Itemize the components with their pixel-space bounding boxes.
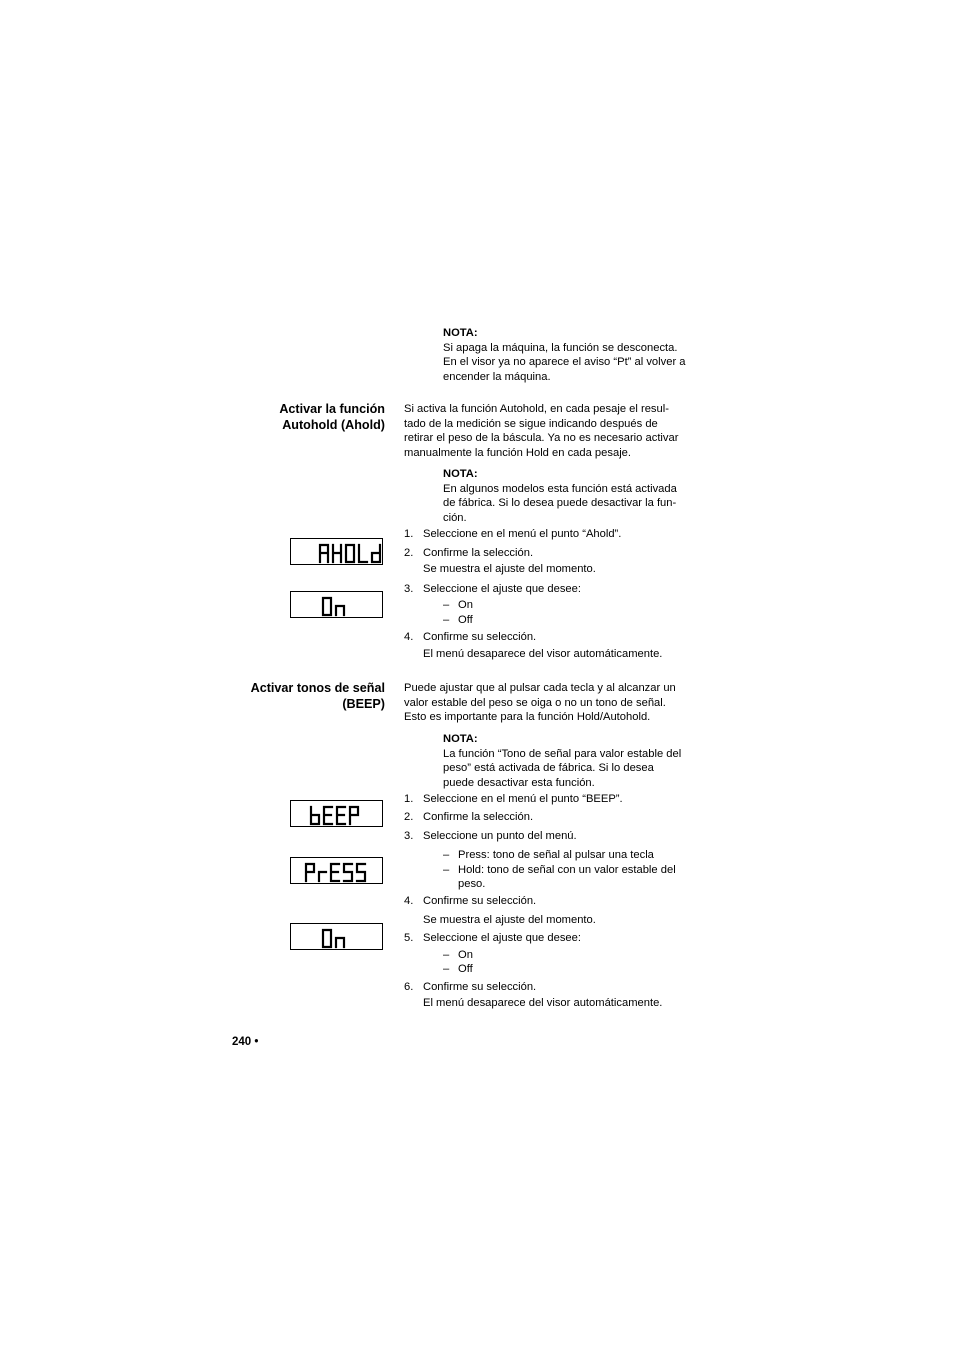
heading-line: Activar tonos de señal	[250, 681, 385, 695]
lcd-segments	[291, 539, 384, 566]
section-heading-beep	[185, 680, 385, 712]
option-item-continued	[443, 877, 693, 892]
step-number: 5.	[404, 932, 414, 944]
section-intro-autohold	[404, 402, 704, 460]
page-number: 240 •	[232, 1036, 259, 1048]
intro-line: tado de la medición se sigue indicando después de	[404, 417, 658, 430]
option-item: – Press: tono de señal al pulsar una tecla	[443, 848, 693, 863]
nota-line: En el visor ya no aparece el aviso “Pt” al volver a	[443, 356, 686, 369]
option-text: Press: tono de señal al pulsar una tecla	[458, 849, 654, 861]
nota-autohold	[443, 467, 703, 525]
lcd-segments	[291, 801, 384, 828]
step-number: 3.	[404, 583, 414, 595]
intro-line: manualmente la función Hold en cada pesaje.	[404, 446, 632, 459]
step-subtext: Se muestra el ajuste del momento.	[423, 914, 596, 926]
nota-line: peso” está activada de fábrica. Si lo desea	[443, 762, 654, 775]
step-number: 4.	[404, 631, 414, 643]
step-number: 4.	[404, 895, 414, 907]
intro-line: Esto es importante para la función Hold/Autohold.	[404, 711, 651, 724]
step-subtext: Se muestra el ajuste del momento.	[423, 563, 596, 575]
option-item: – Off	[443, 613, 693, 628]
nota-beep	[443, 732, 703, 790]
lcd-display-beep	[290, 800, 383, 827]
intro-line: retirar el peso de la báscula. Ya no es necesario activar	[404, 432, 679, 445]
option-text: peso.	[458, 878, 486, 890]
option-text: Hold: tono de señal con un valor estable del	[458, 864, 676, 876]
nota-label: NOTA:	[443, 468, 478, 480]
step-text: Seleccione en el menú el punto “Ahold”.	[423, 528, 622, 540]
step-number: 2.	[404, 547, 414, 559]
step-text: Confirme la selección.	[423, 811, 534, 823]
nota-line: puede desactivar esta función.	[443, 776, 595, 789]
step-subtext: El menú desaparece del visor automáticamente.	[423, 648, 663, 660]
nota-label: NOTA:	[443, 327, 478, 339]
lcd-segments	[291, 924, 384, 951]
nota-line: de fábrica. Si lo desea puede desactivar la fun-	[443, 497, 677, 510]
option-item: – Off	[443, 962, 693, 977]
heading-line: (BEEP)	[342, 697, 385, 711]
step-text: Confirme su selección.	[423, 981, 537, 993]
option-item: – Hold: tono de señal con un valor estable del	[443, 863, 693, 878]
lcd-display-ahold	[290, 538, 383, 565]
intro-line: Si activa la función Autohold, en cada pesaje el resul-	[404, 403, 669, 415]
step-number: 1.	[404, 528, 414, 540]
option-item: – On	[443, 948, 693, 963]
nota-line: encender la máquina.	[443, 370, 551, 383]
step-number: 1.	[404, 793, 414, 805]
step-number: 6.	[404, 981, 414, 993]
option-item: – On	[443, 598, 693, 613]
option-text: On	[458, 599, 473, 611]
nota-line: En algunos modelos esta función está activada	[443, 482, 677, 495]
heading-line: Activar la función	[279, 402, 385, 416]
step-text: Seleccione el ajuste que desee:	[423, 583, 581, 595]
step-text: Confirme la selección.	[423, 547, 534, 559]
intro-line: Puede ajustar que al pulsar cada tecla y al alcanzar un	[404, 682, 676, 694]
step-text: Confirme su selección.	[423, 895, 537, 907]
lcd-display-press	[290, 857, 383, 884]
lcd-segments	[291, 592, 384, 619]
nota-1	[443, 326, 703, 384]
step-text: Seleccione el ajuste que desee:	[423, 932, 581, 944]
nota-line: ción.	[443, 511, 467, 524]
nota-line: La función “Tono de señal para valor estable del	[443, 747, 682, 760]
option-text: On	[458, 949, 473, 961]
step-text: Seleccione en el menú el punto “BEEP”.	[423, 793, 623, 805]
nota-line: Si apaga la máquina, la función se desconecta.	[443, 341, 678, 354]
lcd-segments	[291, 858, 384, 885]
step-number: 3.	[404, 830, 414, 842]
option-text: Off	[458, 963, 473, 975]
intro-line: valor estable del peso se oiga o no un tono de señal.	[404, 696, 666, 709]
step-number: 2.	[404, 811, 414, 823]
step-text: Seleccione un punto del menú.	[423, 830, 577, 842]
section-heading-autohold	[185, 401, 385, 433]
nota-label: NOTA:	[443, 733, 478, 745]
lcd-display-on	[290, 923, 383, 950]
lcd-display-on	[290, 591, 383, 618]
step-text: Confirme su selección.	[423, 631, 537, 643]
option-text: Off	[458, 614, 473, 626]
heading-line: Autohold (Ahold)	[282, 418, 385, 432]
step-subtext: El menú desaparece del visor automáticamente.	[423, 997, 663, 1009]
section-intro-beep	[404, 681, 704, 725]
